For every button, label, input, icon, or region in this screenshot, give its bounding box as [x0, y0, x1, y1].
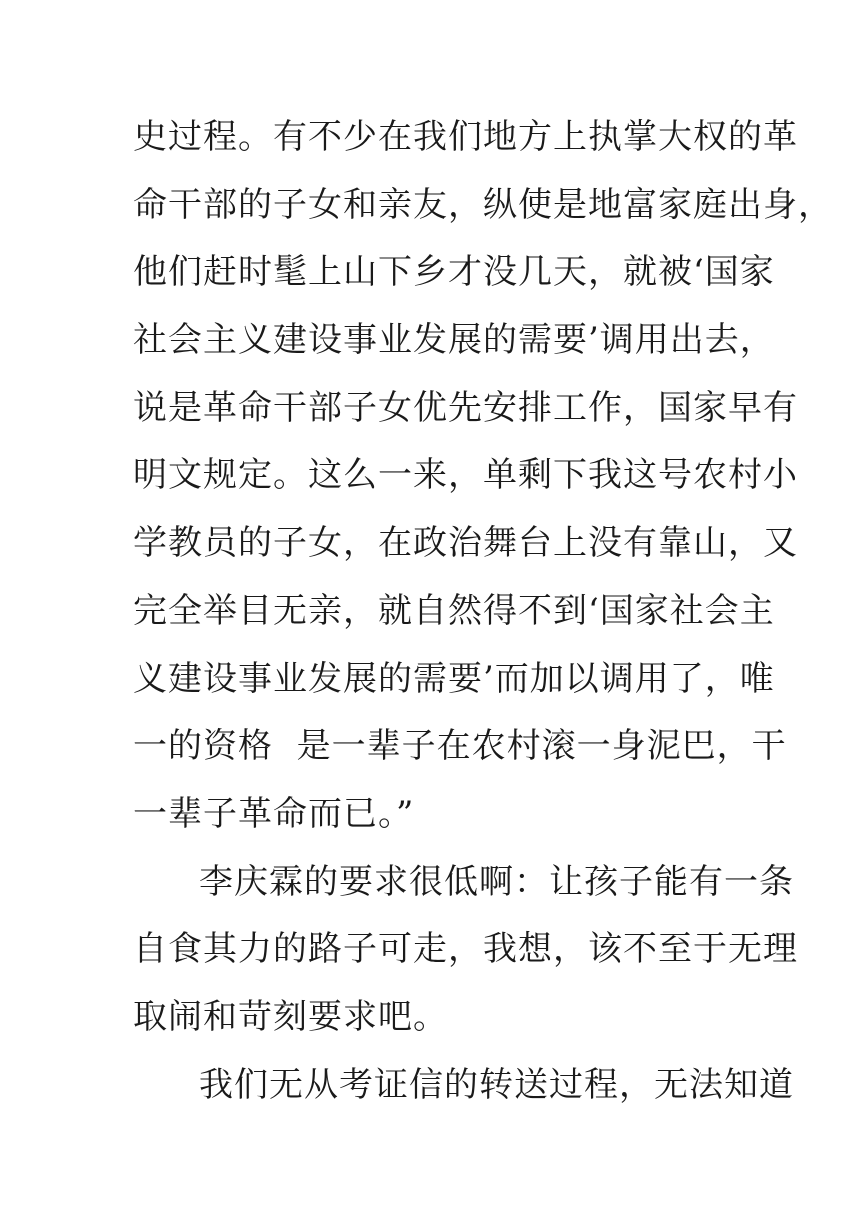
paragraph-start-line: 李庆霖的要求很低啊：让孩子能有一条 — [199, 861, 794, 902]
text-line: 完全举目无亲，就自然得不到‘国家社会主 — [133, 590, 775, 631]
text-line: 一的资格 是一辈子在农村滚一身泥巴，干 — [133, 726, 787, 767]
text-line: 一辈子革命而已。” — [133, 793, 415, 834]
text-line: 学教员的子女，在政治舞台上没有靠山，又 — [133, 523, 798, 564]
text-line: 命干部的子女和亲友，纵使是地富家庭出身， — [133, 184, 833, 225]
text-line: 说是革命干部子女优先安排工作，国家早有 — [133, 387, 798, 428]
text-line: 自食其力的路子可走，我想，该不至于无理 — [133, 929, 798, 970]
paragraph-start-line: 我们无从考证信的转送过程，无法知道 — [199, 1064, 794, 1105]
text-line: 他们赶时髦上山下乡才没几天，就被‘国家 — [133, 252, 775, 293]
text-line: 义建设事业发展的需要’而加以调用了，唯 — [133, 658, 775, 699]
text-line: 取闹和苛刻要求吧。 — [133, 996, 448, 1037]
text-line: 史过程。有不少在我们地方上执掌大权的革 — [133, 117, 798, 157]
body-text — [133, 104, 833, 1119]
text-line: 社会主义建设事业发展的需要’调用出去， — [133, 320, 775, 361]
text-line: 明文规定。这么一来，单剩下我这号农村小 — [133, 455, 798, 496]
